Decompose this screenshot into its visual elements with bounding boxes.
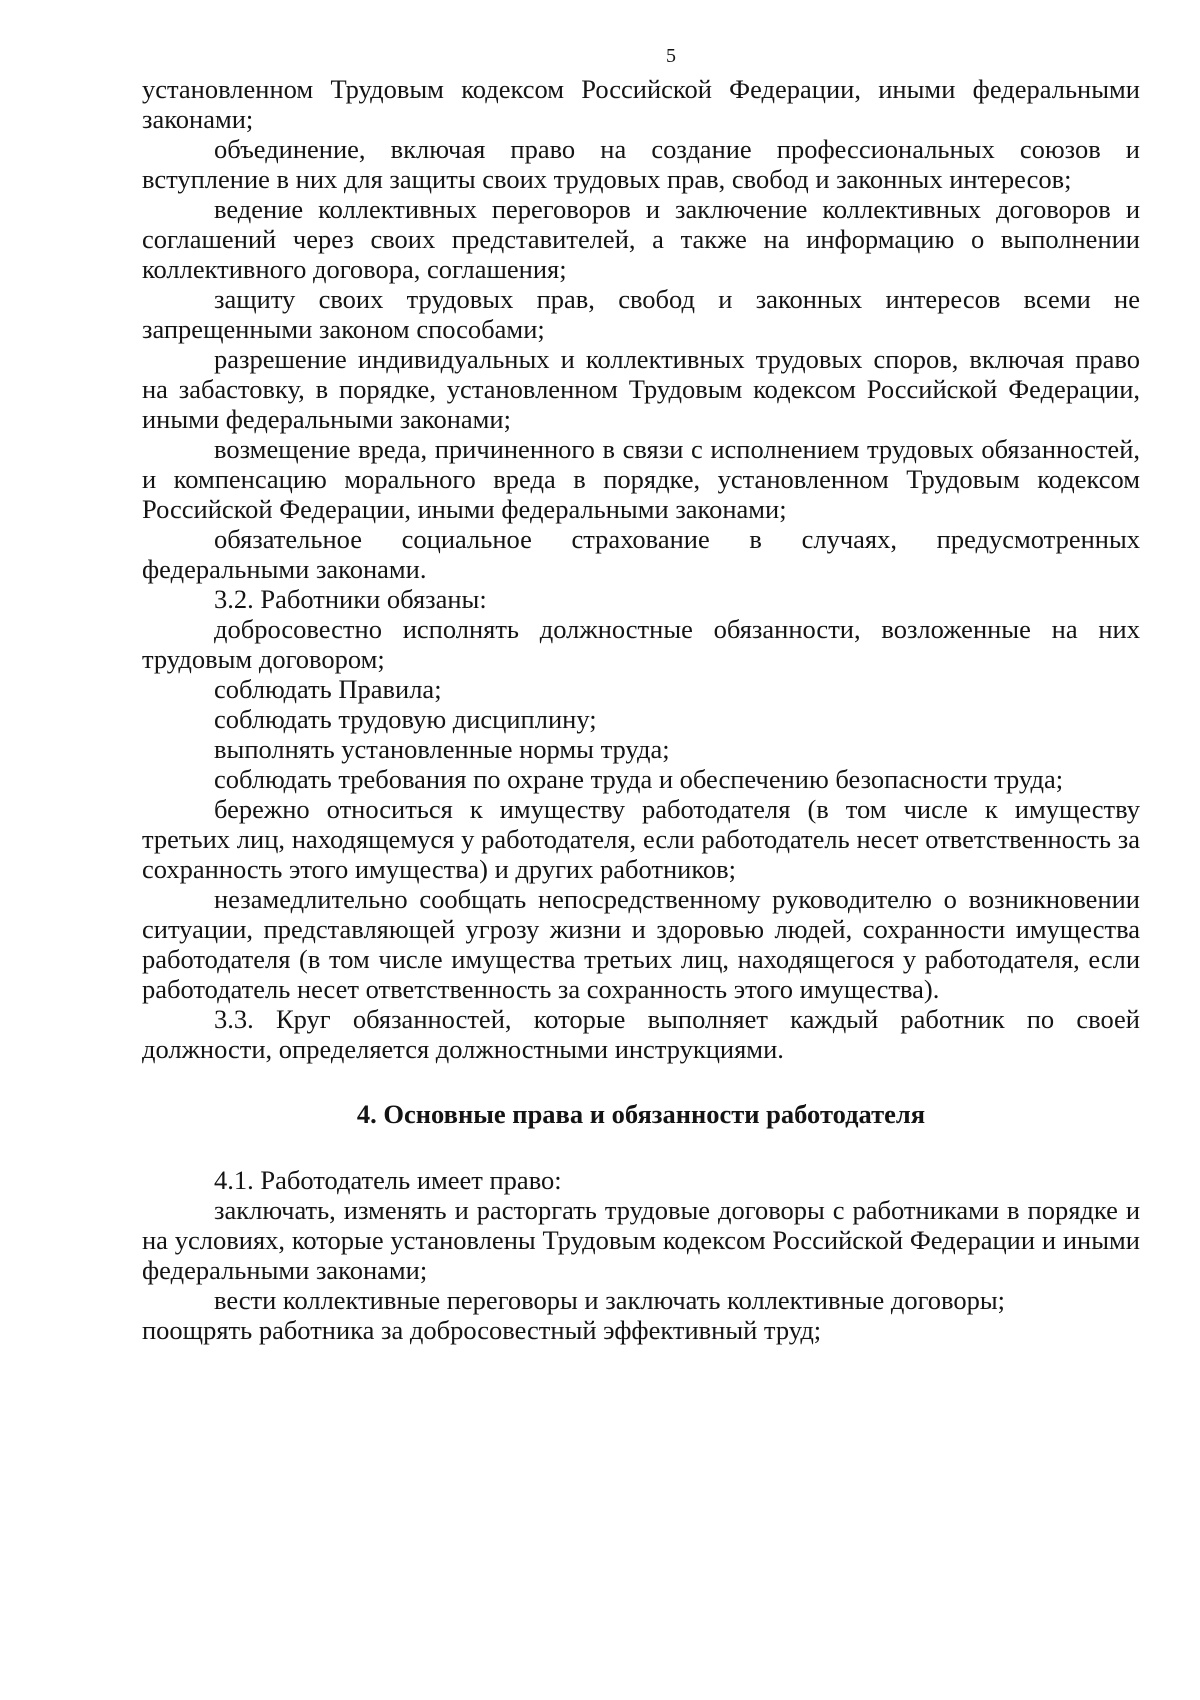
paragraph: незамедлительно сообщать непосредственному руководителю о возникновении ситуации, представляющей угрозу жизни и здоровью людей, сохранности имущества работодателя (в том числе имущества третьих лиц, находящегося у работодателя, если работодатель несет ответственность за сохранность этого имущества). <box>142 884 1140 1004</box>
paragraph: ведение коллективных переговоров и заключение коллективных договоров и соглашений через своих представителей, а также на информацию о выполнении коллективного договора, соглашения; <box>142 194 1140 284</box>
paragraph: вести коллективные переговоры и заключать коллективные договоры; <box>214 1285 1006 1315</box>
paragraph: выполнять установленные нормы труда; <box>214 734 670 764</box>
paragraph: поощрять работника за добросовестный эффективный труд; <box>142 1315 822 1345</box>
paragraph: объединение, включая право на создание профессиональных союзов и вступление в них для защиты своих трудовых прав, свобод и законных интересов; <box>142 134 1140 194</box>
paragraph: заключать, изменять и расторгать трудовые договоры с работниками в порядке и на условиях, которые установлены Трудовым кодексом Российской Федерации и иными федеральными законами; <box>142 1195 1140 1285</box>
paragraph: возмещение вреда, причиненного в связи с исполнением трудовых обязанностей, и компенсацию морального вреда в порядке, установленном Трудовым кодексом Российской Федерации, иными федеральными законами; <box>142 434 1140 524</box>
section-3-3-paragraph: 3.3. Круг обязанностей, которые выполняет каждый работник по своей должности, определяется должностными инструкциями. <box>142 1004 1140 1064</box>
paragraph: соблюдать требования по охране труда и обеспечению безопасности труда; <box>214 764 1064 794</box>
paragraph: защиту своих трудовых прав, свобод и законных интересов всеми не запрещенными законом способами; <box>142 284 1140 344</box>
paragraph: установленном Трудовым кодексом Российской Федерации, иными федеральными законами; <box>142 74 1140 134</box>
paragraph: соблюдать трудовую дисциплину; <box>214 704 597 734</box>
section-4-heading: 4. Основные права и обязанности работодателя <box>356 1099 926 1129</box>
paragraph: соблюдать Правила; <box>214 674 442 704</box>
paragraph: разрешение индивидуальных и коллективных трудовых споров, включая право на забастовку, в порядке, установленном Трудовым кодексом Российской Федерации, иными федеральными законами; <box>142 344 1140 434</box>
section-3-2-title: 3.2. Работники обязаны: <box>214 584 487 614</box>
page-number: 5 <box>666 45 676 67</box>
paragraph: добросовестно исполнять должностные обязанности, возложенные на них трудовым договором; <box>142 614 1140 674</box>
paragraph: обязательное социальное страхование в случаях, предусмотренных федеральными законами. <box>142 524 1140 584</box>
section-4-1-title: 4.1. Работодатель имеет право: <box>214 1165 562 1195</box>
paragraph: бережно относиться к имуществу работодателя (в том числе к имуществу третьих лиц, находящемуся у работодателя, если работодатель несет ответственность за сохранность этого имущества) и других работников; <box>142 794 1140 884</box>
